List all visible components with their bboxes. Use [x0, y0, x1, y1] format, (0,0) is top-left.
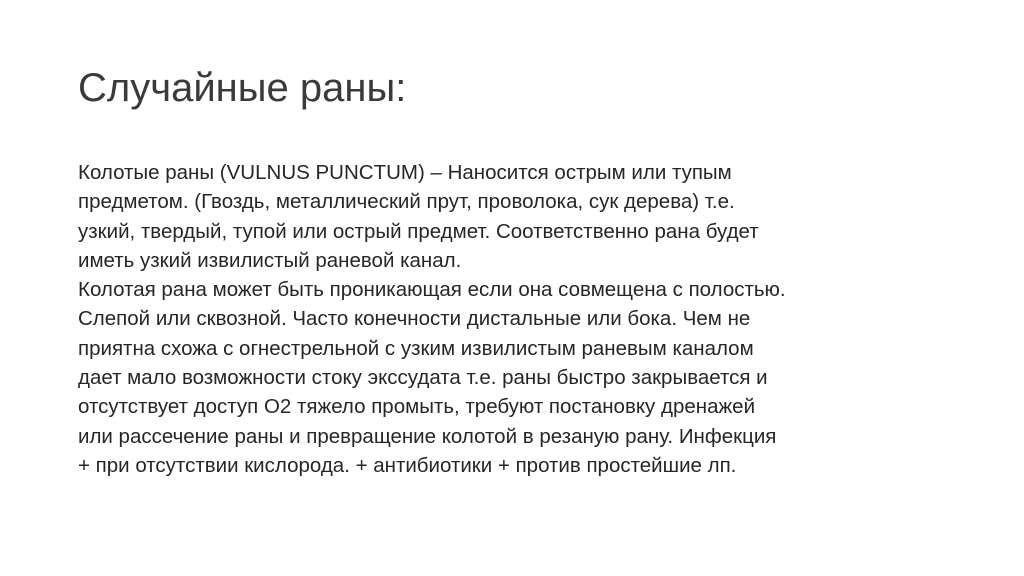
body-line: приятна схожа с огнестрельной с узким извилистым раневым каналом — [78, 336, 754, 360]
body-line: иметь узкий извилистый раневой канал. — [78, 248, 462, 272]
body-line: или рассечение раны и превращение колотой в резаную рану. Инфекция — [78, 424, 777, 448]
body-line: отсутствует доступ О2 тяжело промыть, требуют постановку дренажей — [78, 395, 756, 419]
slide-body-text — [78, 158, 958, 480]
body-line: Слепой или сквозной. Часто конечности дистальные или бока. Чем не — [78, 307, 751, 331]
body-line: Колотые раны (VULNUS PUNCTUM) – Наносится острым или тупым — [78, 161, 732, 184]
slide-title: Случайные раны: — [78, 66, 407, 110]
body-line: узкий, твердый, тупой или острый предмет. Соответственно рана будет — [78, 219, 759, 243]
body-line: дает мало возможности стоку экссудата т.е. раны быстро закрывается и — [78, 366, 768, 390]
body-line: предметом. (Гвоздь, металлический прут, проволока, сук дерева) т.е. — [78, 190, 735, 214]
body-line: Колотая рана может быть проникающая если она совмещена с полостью. — [78, 278, 786, 302]
body-line: + при отсутствии кислорода. + антибиотики + против простейшие лп. — [78, 453, 737, 477]
